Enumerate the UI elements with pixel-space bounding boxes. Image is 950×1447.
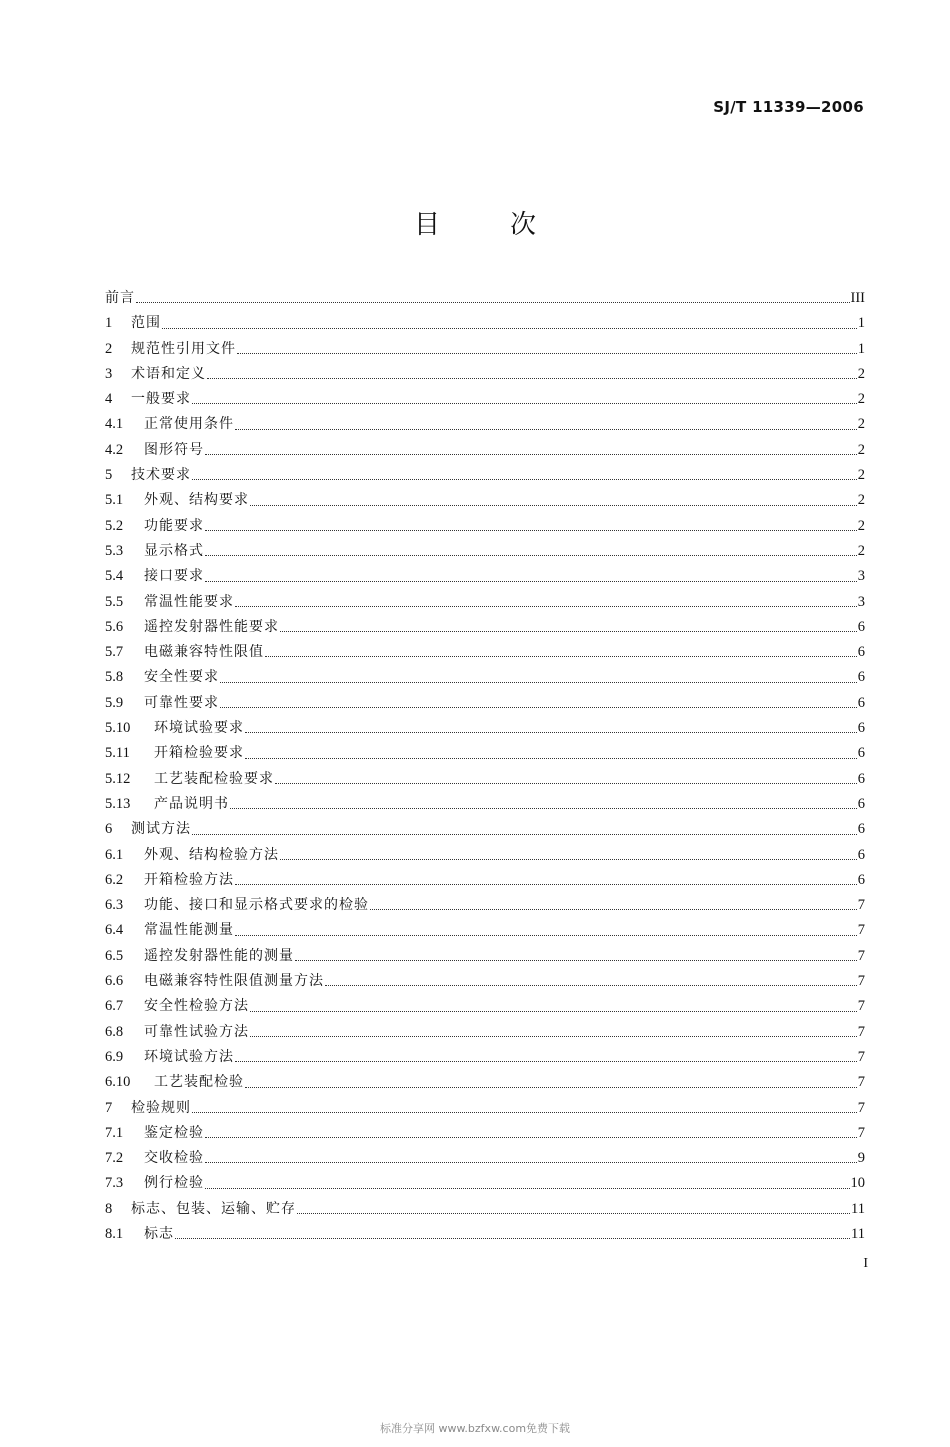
toc-entry-page: 11 [851, 1200, 865, 1217]
toc-entry-page: 6 [857, 720, 865, 737]
toc-dot-leader [245, 758, 857, 759]
toc-entry-number: 6.4 [105, 922, 124, 939]
toc-dot-leader [220, 682, 857, 683]
toc-entry[interactable] [105, 1121, 865, 1146]
toc-entry-page: 1 [857, 340, 865, 357]
toc-entry-number: 5.3 [105, 542, 124, 559]
toc-entry-page: 7 [857, 1099, 865, 1116]
toc-entry-number: 5.5 [105, 593, 124, 610]
toc-dot-leader [205, 581, 857, 582]
toc-dot-leader [245, 1087, 857, 1088]
toc-entry[interactable] [105, 438, 865, 463]
toc-entry-page: 6 [857, 821, 865, 838]
toc-entry-title: 环境试验要求 [154, 720, 244, 737]
toc-entry-title: 一般要求 [131, 391, 191, 408]
toc-entry-page: 6 [857, 669, 865, 686]
toc-dot-leader [205, 1162, 857, 1163]
toc-entry-number: 3 [105, 365, 113, 382]
footer-watermark: 标准分享网 www.bzfxw.com免费下载 [379, 1422, 571, 1435]
toc-dot-leader [295, 960, 857, 961]
toc-entry-page: 7 [857, 947, 865, 964]
toc-dot-leader [235, 935, 857, 936]
toc-entry-title: 环境试验方法 [144, 1048, 234, 1065]
toc-entry[interactable] [105, 665, 865, 690]
toc-entry[interactable] [105, 514, 865, 539]
toc-entry-title: 安全性要求 [144, 669, 219, 686]
toc-entry-number: 5.12 [105, 770, 131, 787]
toc-dot-leader [235, 429, 857, 430]
standard-code: SJ/T 11339—2006 [713, 98, 864, 116]
toc-entry[interactable] [105, 944, 865, 969]
toc-entry-number: 2 [105, 340, 113, 357]
toc-entry-title: 范围 [131, 315, 161, 332]
toc-entry-page: 11 [851, 1225, 865, 1242]
toc-entry[interactable] [105, 893, 865, 918]
toc-entry-page: 2 [857, 517, 865, 534]
toc-entry[interactable] [105, 1146, 865, 1171]
toc-entry-title: 标志 [144, 1225, 174, 1242]
toc-entry-title: 图形符号 [144, 441, 204, 458]
toc-entry-number: 5.2 [105, 517, 124, 534]
toc-entry-number: 5.9 [105, 694, 124, 711]
toc-entry-number: 6.5 [105, 947, 124, 964]
toc-entry-title: 遥控发射器性能的测量 [144, 947, 294, 964]
toc-entry-number: 5.1 [105, 492, 124, 509]
toc-dot-leader [220, 707, 857, 708]
toc-entry-page: 2 [857, 365, 865, 382]
toc-entry-number: 8.1 [105, 1225, 124, 1242]
toc-entry-page: 6 [857, 846, 865, 863]
toc-entry-page: 6 [857, 644, 865, 661]
toc-dot-leader [205, 454, 857, 455]
toc-entry[interactable] [105, 412, 865, 437]
toc-entry-page: 3 [857, 568, 865, 585]
toc-dot-leader [235, 1061, 857, 1062]
toc-entry-number: 7.2 [105, 1150, 124, 1167]
toc-entry-title: 工艺装配检验 [154, 1074, 244, 1091]
toc-entry-number: 7.1 [105, 1124, 124, 1141]
toc-entry[interactable] [105, 767, 865, 792]
toc-entry[interactable] [105, 1197, 865, 1222]
toc-entry-title: 正常使用条件 [144, 416, 234, 433]
toc-dot-leader [250, 1036, 857, 1037]
toc-entry-number: 6.10 [105, 1074, 131, 1091]
table-of-contents [105, 286, 865, 1247]
toc-entry[interactable] [105, 640, 865, 665]
toc-entry-number: 7.3 [105, 1175, 124, 1192]
toc-dot-leader [192, 403, 857, 404]
toc-dot-leader [192, 479, 857, 480]
toc-entry-title: 外观、结构检验方法 [144, 846, 279, 863]
toc-entry-number: 5.4 [105, 568, 124, 585]
toc-entry-page: 6 [857, 770, 865, 787]
toc-entry-number: 6.8 [105, 1023, 124, 1040]
toc-entry-page: 7 [857, 922, 865, 939]
toc-dot-leader [205, 1188, 850, 1189]
toc-entry-page: 10 [850, 1175, 865, 1192]
toc-entry[interactable] [105, 843, 865, 868]
toc-entry-number: 6 [105, 821, 113, 838]
toc-entry-title: 规范性引用文件 [131, 340, 236, 357]
toc-entry-title: 术语和定义 [131, 365, 206, 382]
toc-entry-title: 工艺装配检验要求 [154, 770, 274, 787]
toc-dot-leader [235, 606, 857, 607]
toc-entry-number: 6.9 [105, 1048, 124, 1065]
toc-entry[interactable] [105, 1096, 865, 1121]
toc-entry-number: 8 [105, 1200, 113, 1217]
toc-entry[interactable] [105, 590, 865, 615]
toc-entry-title: 技术要求 [131, 467, 191, 484]
toc-entry[interactable] [105, 1070, 865, 1095]
toc-dot-leader [250, 505, 857, 506]
toc-entry-page: 6 [857, 745, 865, 762]
toc-entry[interactable] [105, 994, 865, 1019]
toc-entry-number: 6.7 [105, 998, 124, 1015]
toc-entry[interactable] [105, 387, 865, 412]
toc-entry-title: 产品说明书 [154, 795, 229, 812]
toc-entry[interactable] [105, 615, 865, 640]
toc-entry-page: 7 [857, 1074, 865, 1091]
toc-entry-number: 5.6 [105, 618, 124, 635]
toc-entry-page: 3 [857, 593, 865, 610]
toc-entry[interactable] [105, 691, 865, 716]
toc-dot-leader [245, 732, 857, 733]
page-number: I [863, 1256, 868, 1271]
toc-entry[interactable] [105, 792, 865, 817]
toc-entry-page: 6 [857, 795, 865, 812]
toc-entry-number: 5.13 [105, 795, 131, 812]
toc-entry-page: 7 [857, 1124, 865, 1141]
toc-entry-number: 4 [105, 391, 113, 408]
toc-entry-title: 接口要求 [144, 568, 204, 585]
toc-entry-page: 2 [857, 391, 865, 408]
toc-dot-leader [205, 555, 857, 556]
toc-entry[interactable] [105, 311, 865, 336]
toc-entry[interactable] [105, 337, 865, 362]
toc-entry[interactable] [105, 362, 865, 387]
toc-entry-title: 常温性能要求 [144, 593, 234, 610]
toc-entry-title: 外观、结构要求 [144, 492, 249, 509]
toc-entry-page: 2 [857, 492, 865, 509]
toc-entry-number: 5 [105, 467, 113, 484]
toc-dot-leader [275, 783, 857, 784]
toc-entry-page: 7 [857, 998, 865, 1015]
toc-dot-leader [235, 884, 857, 885]
toc-entry-title: 显示格式 [144, 542, 204, 559]
toc-dot-leader [136, 302, 850, 303]
toc-entry-title: 功能要求 [144, 517, 204, 534]
toc-entry-title: 开箱检验要求 [154, 745, 244, 762]
toc-dot-leader [175, 1238, 850, 1239]
toc-entry-page: 2 [857, 467, 865, 484]
toc-entry-page: 6 [857, 694, 865, 711]
toc-entry-title: 例行检验 [144, 1175, 204, 1192]
toc-entry-title: 标志、包装、运输、贮存 [131, 1200, 296, 1217]
toc-entry-page: 7 [857, 1023, 865, 1040]
toc-entry-page: 2 [857, 542, 865, 559]
toc-entry-number: 1 [105, 315, 113, 332]
toc-entry-number: 6.6 [105, 973, 124, 990]
toc-entry[interactable] [105, 969, 865, 994]
toc-dot-leader [280, 631, 857, 632]
toc-entry-number: 4.2 [105, 441, 124, 458]
toc-entry-page: 9 [857, 1150, 865, 1167]
toc-entry-title: 测试方法 [131, 821, 191, 838]
toc-entry-page: 2 [857, 416, 865, 433]
toc-entry[interactable] [105, 286, 865, 311]
toc-entry[interactable] [105, 1222, 865, 1247]
toc-entry[interactable] [105, 564, 865, 589]
toc-entry[interactable] [105, 1045, 865, 1070]
toc-entry-number: 5.11 [105, 745, 130, 762]
toc-entry-title: 鉴定检验 [144, 1124, 204, 1141]
toc-entry-title: 开箱检验方法 [144, 871, 234, 888]
toc-entry-page: 1 [857, 315, 865, 332]
toc-entry-number: 6.2 [105, 871, 124, 888]
toc-entry-title: 可靠性试验方法 [144, 1023, 249, 1040]
toc-entry-title: 遥控发射器性能要求 [144, 618, 279, 635]
toc-entry[interactable] [105, 539, 865, 564]
toc-entry-title: 前言 [105, 290, 135, 306]
toc-dot-leader [250, 1011, 857, 1012]
toc-entry[interactable] [105, 488, 865, 513]
toc-dot-leader [205, 530, 857, 531]
toc-entry-page: 7 [857, 897, 865, 914]
toc-entry-page: 6 [857, 618, 865, 635]
toc-entry[interactable] [105, 716, 865, 741]
toc-dot-leader [280, 859, 857, 860]
toc-entry-number: 6.3 [105, 897, 124, 914]
toc-entry-title: 安全性检验方法 [144, 998, 249, 1015]
toc-entry[interactable] [105, 868, 865, 893]
toc-entry-title: 功能、接口和显示格式要求的检验 [144, 897, 369, 914]
toc-dot-leader [162, 328, 857, 329]
toc-entry-page: III [850, 290, 865, 306]
toc-entry-number: 4.1 [105, 416, 124, 433]
toc-dot-leader [192, 1112, 857, 1113]
toc-entry[interactable] [105, 1020, 865, 1045]
toc-entry-page: 6 [857, 871, 865, 888]
toc-dot-leader [325, 985, 857, 986]
toc-entry-title: 检验规则 [131, 1099, 191, 1116]
toc-dot-leader [230, 808, 857, 809]
toc-entry-number: 5.7 [105, 644, 124, 661]
toc-entry-page: 2 [857, 441, 865, 458]
toc-entry-number: 5.8 [105, 669, 124, 686]
toc-entry[interactable] [105, 1171, 865, 1196]
toc-entry-title: 电磁兼容特性限值测量方法 [144, 973, 324, 990]
toc-entry[interactable] [105, 918, 865, 943]
toc-entry-number: 5.10 [105, 720, 131, 737]
toc-dot-leader [205, 1137, 857, 1138]
toc-entry[interactable] [105, 741, 865, 766]
toc-entry[interactable] [105, 463, 865, 488]
toc-entry-page: 7 [857, 973, 865, 990]
toc-dot-leader [192, 834, 857, 835]
toc-entry-title: 常温性能测量 [144, 922, 234, 939]
toc-dot-leader [265, 656, 857, 657]
toc-entry[interactable] [105, 817, 865, 842]
toc-dot-leader [237, 353, 857, 354]
toc-entry-number: 6.1 [105, 846, 124, 863]
toc-dot-leader [297, 1213, 850, 1214]
page-title: 目次 [413, 210, 606, 240]
toc-entry-title: 可靠性要求 [144, 694, 219, 711]
toc-entry-page: 7 [857, 1048, 865, 1065]
toc-entry-number: 7 [105, 1099, 113, 1116]
toc-dot-leader [207, 378, 857, 379]
toc-entry-title: 交收检验 [144, 1150, 204, 1167]
toc-dot-leader [370, 909, 857, 910]
toc-entry-title: 电磁兼容特性限值 [144, 644, 264, 661]
